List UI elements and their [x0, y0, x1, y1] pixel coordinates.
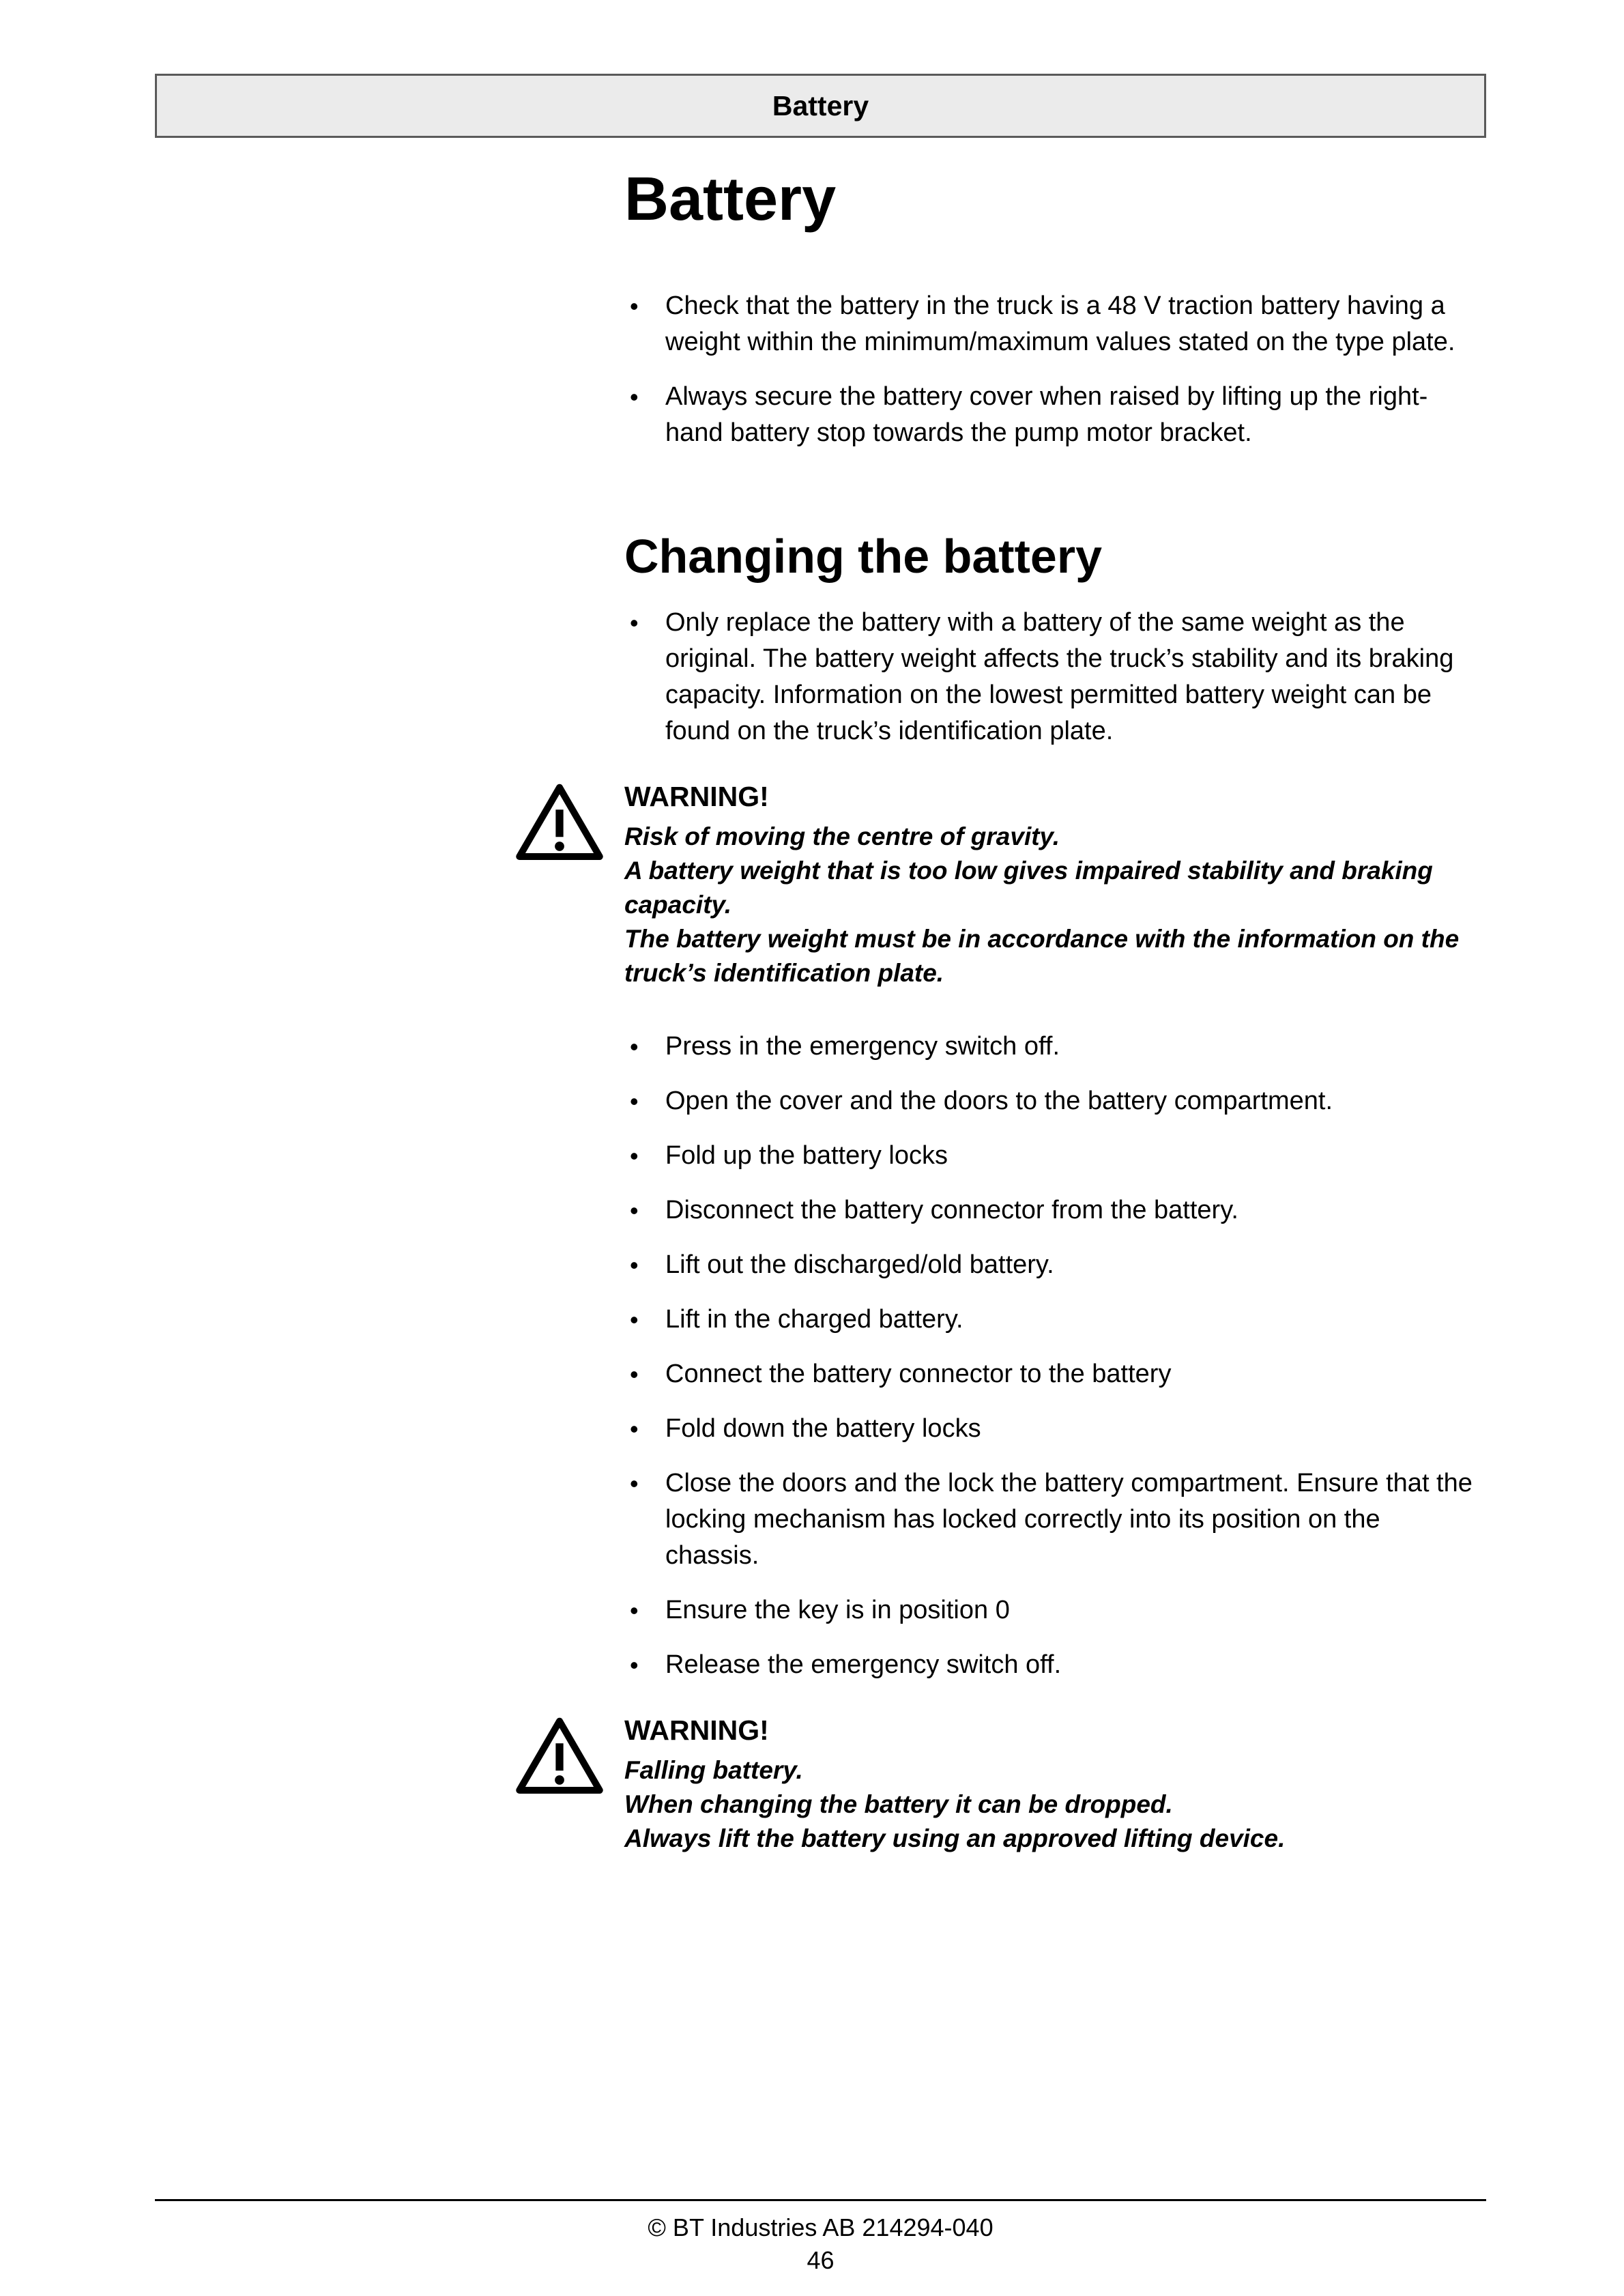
step-item: • Lift out the discharged/old battery.: [624, 1247, 1479, 1283]
step-item: • Connect the battery connector to the battery: [624, 1356, 1479, 1392]
header-title: Battery: [772, 89, 869, 121]
section-title: Changing the battery: [624, 529, 1103, 583]
page-title: Battery: [624, 165, 837, 233]
document-content: [624, 167, 1479, 1894]
warning-triangle-icon: [515, 782, 604, 863]
warning-line: Always lift the battery using an approved lifting device.: [624, 1824, 1286, 1852]
warning-line: When changing the battery it can be dropped.: [624, 1790, 1173, 1818]
step-item: • Disconnect the battery connector from the battery.: [624, 1192, 1479, 1229]
warning-block-1: [624, 781, 1479, 990]
warning-line: A battery weight that is too low gives impaired stability and braking capacity.: [624, 857, 1433, 919]
bullet-item: • Always secure the battery cover when raised by lifting up the right-hand battery stop towards the pump motor bracket.: [624, 379, 1479, 451]
step-item: • Open the cover and the doors to the battery compartment.: [624, 1083, 1479, 1119]
warning-text: [624, 820, 1479, 990]
section-bullet-list: [624, 605, 1479, 749]
bullet-item: • Check that the battery in the truck is a 48 V traction battery having a weight within the minimum/maximum values stated on the type plate.: [624, 288, 1479, 360]
step-item: • Fold up the battery locks: [624, 1138, 1479, 1174]
step-item: • Lift in the charged battery.: [624, 1302, 1479, 1338]
page-header-box: [155, 74, 1486, 138]
warning-block-2: [624, 1714, 1479, 1856]
footer-copyright: © BT Industries AB 214294-040: [648, 2213, 994, 2241]
bullet-item: • Only replace the battery with a battery of the same weight as the original. The battery weight affects the truck’s stability and its braking capacity. Information on the lowest permitted battery weight can be found on the truck’s identification plate.: [624, 605, 1479, 749]
step-item: • Press in the emergency switch off.: [624, 1029, 1479, 1065]
footer-divider: [155, 2199, 1486, 2201]
step-item: • Ensure the key is in position 0: [624, 1592, 1479, 1628]
step-item: • Fold down the battery locks: [624, 1411, 1479, 1447]
intro-bullet-list: [624, 288, 1479, 451]
warning-line: Falling battery.: [624, 1756, 803, 1784]
warning-text: [624, 1753, 1479, 1856]
warning-label: WARNING!: [624, 1714, 769, 1746]
footer-page-number: 46: [807, 2246, 835, 2274]
step-item: • Close the doors and the lock the battery compartment. Ensure that the locking mechanism has locked correctly into its position on the chassis.: [624, 1465, 1479, 1574]
step-item: • Release the emergency switch off.: [624, 1647, 1479, 1683]
warning-label: WARNING!: [624, 781, 769, 812]
warning-line: The battery weight must be in accordance with the information on the truck’s identification plate.: [624, 925, 1460, 987]
warning-line: Risk of moving the centre of gravity.: [624, 822, 1060, 850]
page-footer: [155, 2211, 1486, 2277]
warning-triangle-icon: [515, 1716, 604, 1796]
steps-bullet-list: [624, 1029, 1479, 1683]
